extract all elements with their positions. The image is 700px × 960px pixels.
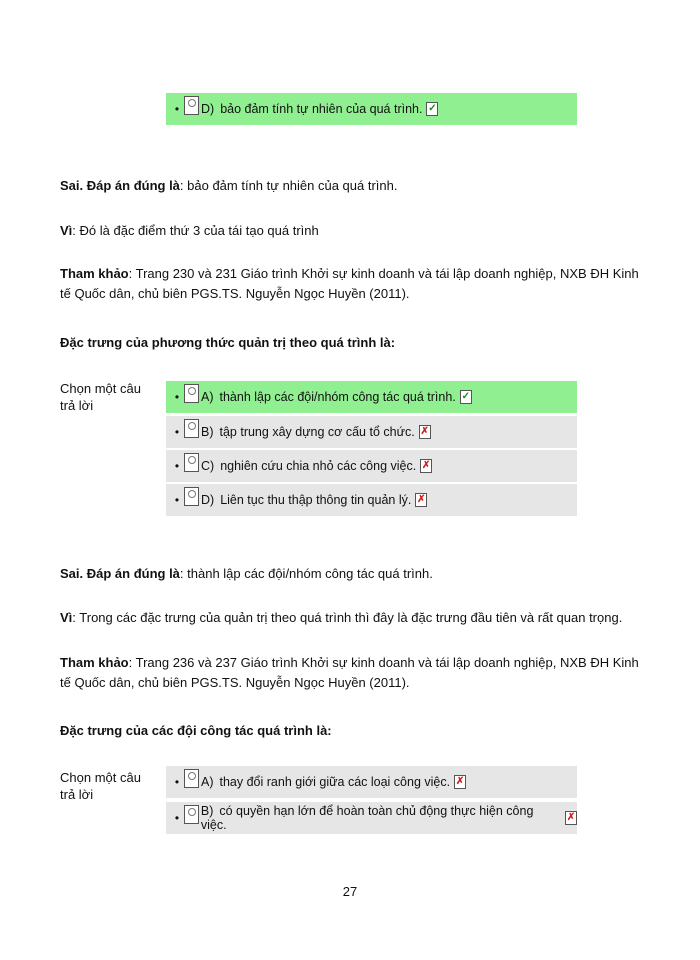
option-text: A) thay đổi ranh giới giữa các loại công việc. [201, 775, 451, 789]
radio-button[interactable] [184, 96, 199, 115]
cross-icon: ✗ [417, 494, 426, 505]
feedback-reason: Vì: Đó là đặc điểm thứ 3 của tái tạo quá trình [60, 223, 319, 238]
answer-option-b[interactable] [166, 802, 577, 834]
cross-icon: ✗ [420, 426, 429, 437]
radio-button[interactable] [184, 769, 199, 788]
option-text: D) bảo đảm tính tự nhiên của quá trình. [201, 102, 423, 116]
radio-button[interactable] [184, 419, 199, 438]
option-text: C) nghiên cứu chia nhỏ các công việc. [201, 459, 417, 473]
option-text: D) Liên tục thu thập thông tin quản lý. [201, 493, 412, 507]
option-text: B) tập trung xây dựng cơ cấu tổ chức. [201, 425, 415, 439]
feedback-reference: Tham khảo: Trang 230 và 231 Giáo trình Khởi sự kinh doanh và tái lập doanh nghiệp, NXB ĐH Kinh tế Quốc dân, chủ biên PGS.TS. Nguyễn Ngọc Huyền (2011). [60, 266, 639, 301]
feedback-reference: Tham khảo: Trang 236 và 237 Giáo trình Khởi sự kinh doanh và tái lập doanh nghiệp, NXB ĐH Kinh tế Quốc dân, chủ biên PGS.TS. Nguyễn Ngọc Huyền (2011). [60, 655, 639, 690]
cross-icon: ✗ [566, 812, 576, 823]
option-text: B) có quyền hạn lớn để hoàn toàn chủ động thực hiện công việc. [200, 804, 534, 832]
bullet-icon: • [174, 811, 180, 825]
cross-icon: ✗ [422, 460, 431, 471]
radio-button[interactable] [184, 487, 199, 506]
radio-button[interactable] [184, 384, 199, 403]
question-title: Đặc trưng của các đội công tác quá trình là: [60, 723, 332, 738]
radio-button[interactable] [184, 805, 199, 824]
answer-option-d[interactable] [166, 484, 577, 516]
option-text: A) thành lập các đội/nhóm công tác quá trình. [201, 390, 456, 404]
answer-option-a[interactable] [166, 381, 577, 413]
check-icon: ✓ [428, 103, 437, 114]
bullet-icon: • [174, 390, 180, 404]
cross-icon: ✗ [455, 776, 465, 787]
answer-option-b[interactable] [166, 416, 577, 448]
bullet-icon: • [174, 102, 180, 116]
answer-option-a[interactable] [166, 766, 577, 798]
answer-prompt: Chọn một câu trả lời [60, 381, 141, 413]
radio-button[interactable] [184, 453, 199, 472]
feedback-answer: Sai. Đáp án đúng là: bảo đảm tính tự nhiên của quá trình. [60, 178, 398, 193]
feedback-reason: Vì: Trong các đặc trưng của quản trị theo quá trình thì đây là đặc trưng đầu tiên và rất quan trọng. [60, 610, 623, 625]
bullet-icon: • [174, 425, 180, 439]
bullet-icon: • [174, 459, 180, 473]
answer-option-d[interactable] [166, 93, 577, 125]
answer-prompt: Chọn một câu trả lời [60, 770, 141, 802]
bullet-icon: • [174, 775, 180, 789]
check-icon: ✓ [461, 391, 470, 402]
bullet-icon: • [174, 493, 180, 507]
page-number: 27 [342, 884, 358, 899]
answer-option-c[interactable] [166, 450, 577, 482]
question-title: Đặc trưng của phương thức quản trị theo quá trình là: [60, 335, 396, 350]
feedback-answer: Sai. Đáp án đúng là: thành lập các đội/nhóm công tác quá trình. [60, 566, 433, 581]
